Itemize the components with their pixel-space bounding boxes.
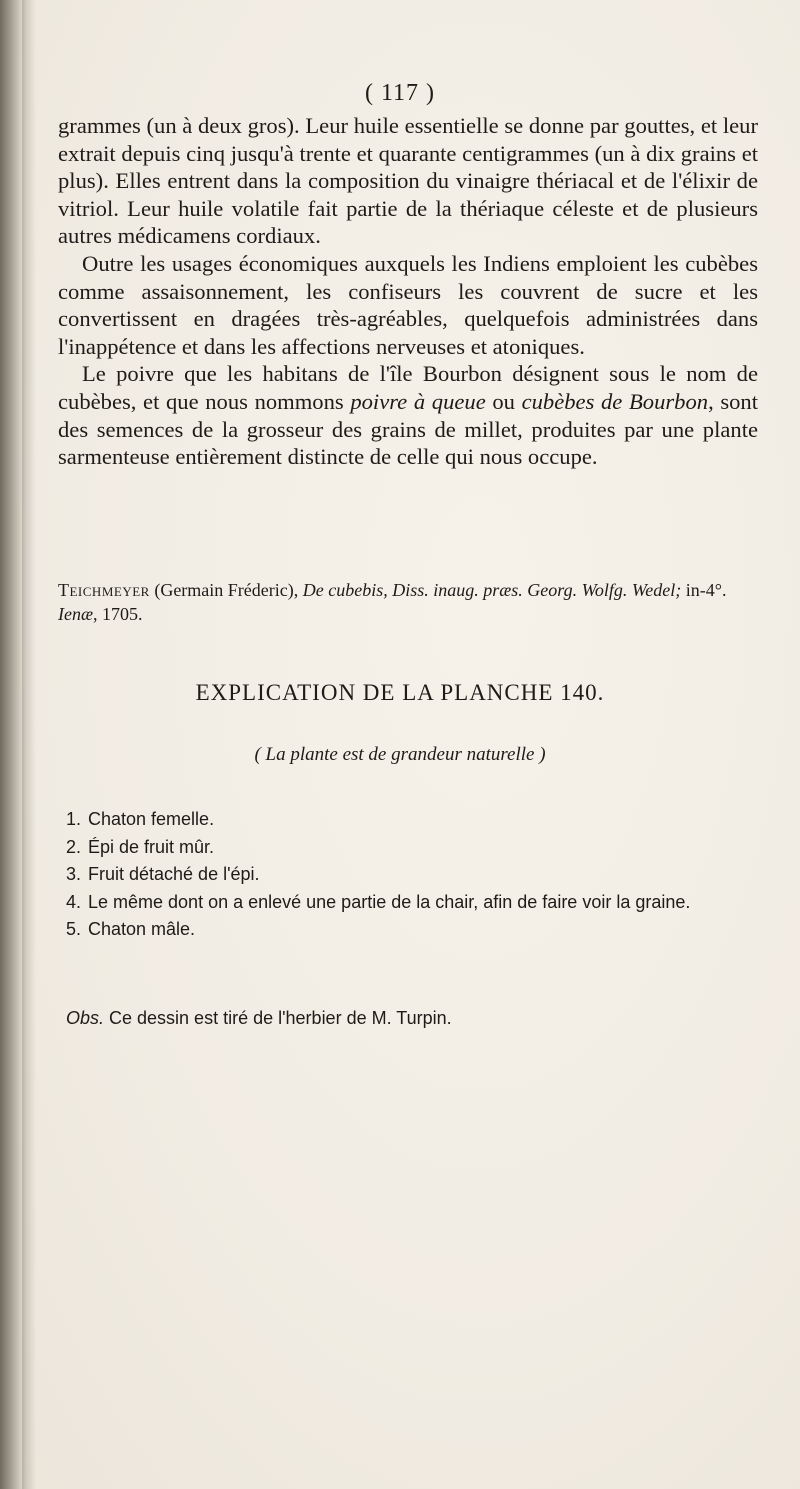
footnote-format: in-4°. [681,580,727,600]
legend-number: 5. [66,919,82,940]
legend-text: Chaton femelle. [88,809,215,829]
legend-text: Chaton mâle. [88,919,196,940]
observation-note [66,1008,766,1029]
legend-item [66,861,766,889]
obs-text: Ce dessin est tiré de l'herbier de M. Turpin. [104,1008,452,1028]
legend-item [66,806,766,834]
paragraph-3-text-b: ou [485,388,522,414]
legend-text: Épi de fruit mûr. [88,836,215,857]
paragraph-3-text-c: , sont des semences de la grosseur des grains de millet, produites par une plante sarmenteuse entièrement distincte de celle qui nous occupe. [58,388,759,470]
obs-label: Obs. [66,1008,105,1028]
paragraph-3-italic-b: cubèbes de Bourbon [521,388,709,414]
legend-text: Le même dont on a enlevé une partie de la chair, afin de faire voir la graine. [88,891,691,912]
paragraph-1-text: grammes (un à deux gros). Leur huile essentielle se donne par gouttes, et leur extrait depuis cinq jusqu'à trente et quarante centigrammes (un à dix grains et plus). Elles entrent dans la composition du vinaigre thériacal et de l'élixir de vitriol. Leur huile volatile fait partie de la thériaque céleste et de plusieurs autres médicamens cordiaux. [58,113,758,249]
plate-heading: EXPLICATION DE LA PLANCHE 140. [195,680,605,705]
paragraph-1 [58,112,758,250]
paragraph-2 [58,250,758,360]
paragraph-3 [58,360,758,470]
footnote-title: De cubebis, Diss. inaug. præs. Georg. Wolfg. Wedel; [302,580,682,600]
legend-text: Fruit détaché de l'épi. [88,864,260,885]
bibliographic-footnote [58,578,758,626]
paragraph-3-italic-a: poivre à queue [350,388,486,414]
footnote-year: , 1705. [93,604,143,624]
legend-number: 3. [66,864,82,885]
page-number: ( 117 ) [364,80,436,106]
footnote-author: Teichmeyer [58,580,150,600]
legend-item [66,889,766,917]
legend-item [66,834,766,862]
paragraph-2-text: Outre les usages économiques auxquels les Indiens emploient les cubèbes comme assaisonnement, les confiseurs les couvrent de sucre et les convertissent en dragées très-agréables, quelquefois administrées dans l'inappétence et dans les affections nerveuses et atoniques. [58,250,758,359]
legend-number: 1. [66,809,82,829]
legend-number: 4. [66,891,82,912]
legend-item [66,916,766,944]
legend-number: 2. [66,836,82,857]
footnote-author-given: (Germain Fréderic), [149,580,303,600]
paragraph-3-text-a: Le poivre que les habitans de l'île Bourbon désignent sous le nom de cubèbes, et que nous nommons [58,361,758,414]
plate-legend [66,806,766,944]
main-text [58,112,758,471]
plate-subheading: ( La plante est de grandeur naturelle ) [254,744,546,765]
footnote-place: Ienæ [58,604,93,624]
